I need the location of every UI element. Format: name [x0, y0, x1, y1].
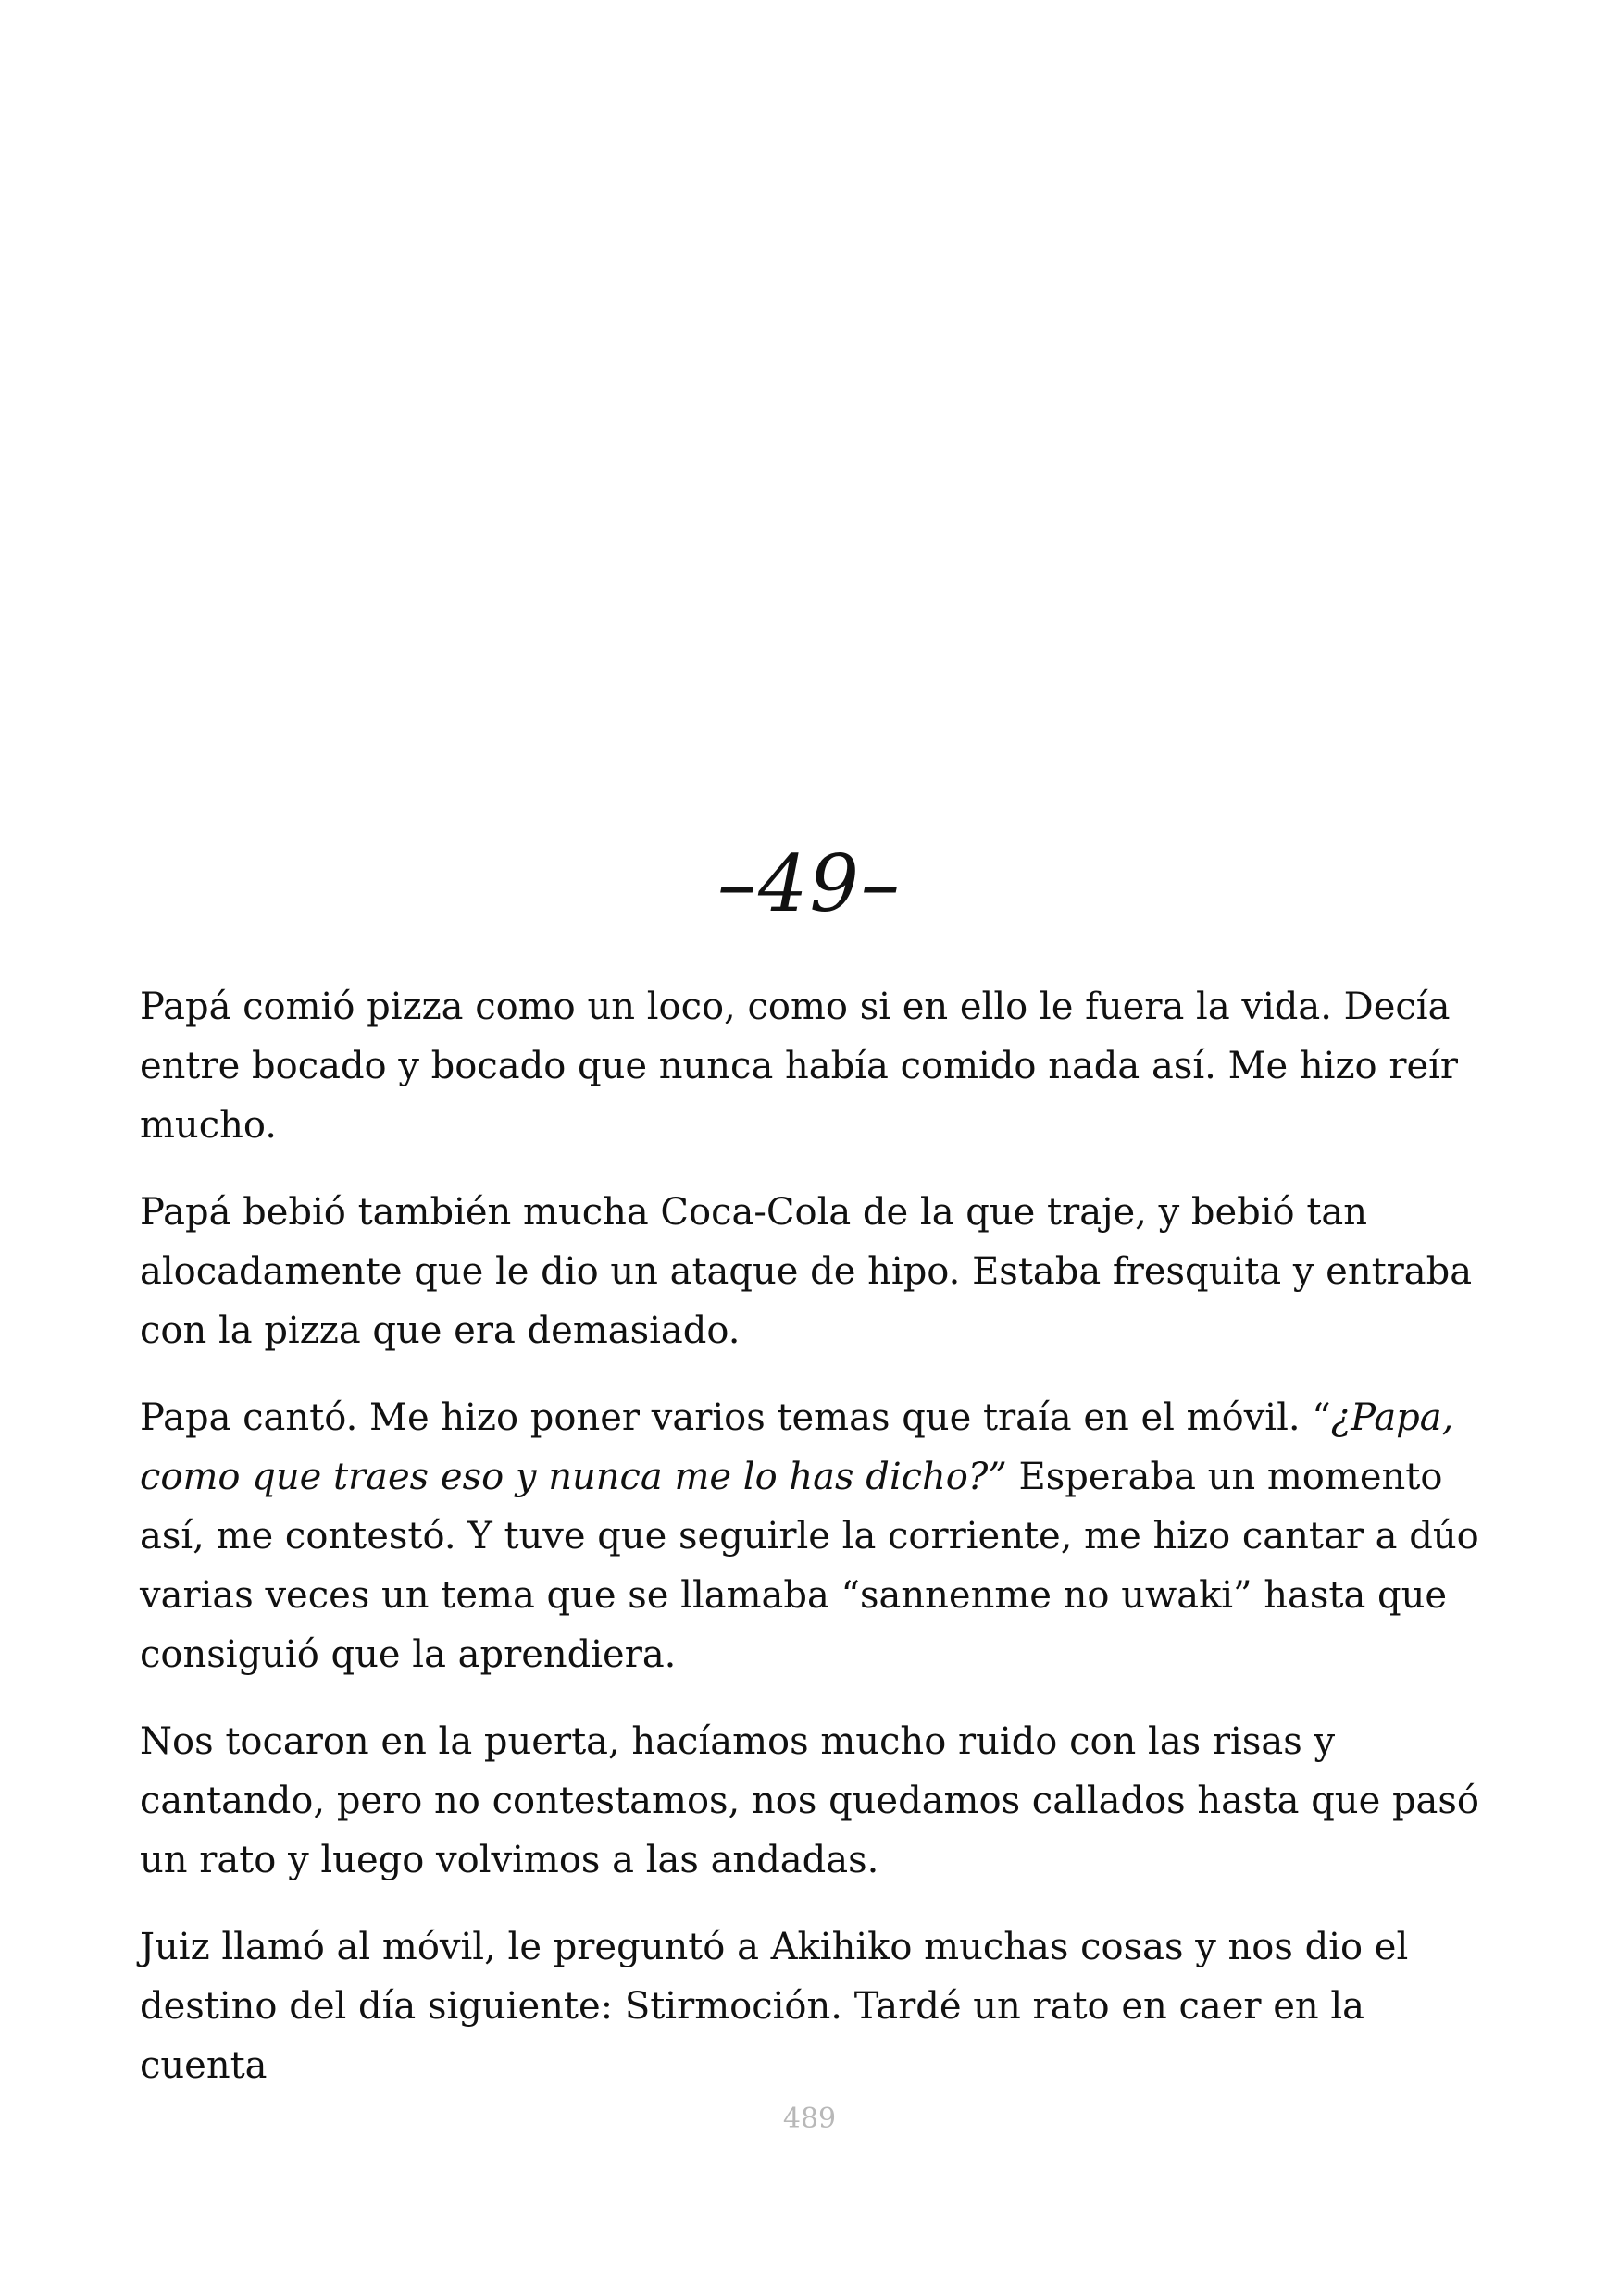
- chapter-body: [140, 977, 1501, 2123]
- paragraph-3-rest: Esperaba un momento así, me contestó. Y tuve que seguirle la corriente, me hizo cantar a dúo varias veces un tema que se llamaba “sannenme no uwaki” hasta que consiguió que la aprendiera.: [140, 1456, 1479, 1676]
- paragraph-1: Papá comió pizza como un loco, como si en ello le fuera la vida. Decía entre bocado y bocado que nunca había comido nada así. Me hizo reír mucho.: [140, 986, 1459, 1147]
- paragraph-4: Nos tocaron en la puerta, hacíamos mucho ruido con las risas y cantando, pero no contestamos, nos quedamos callados hasta que pasó un rato y luego volvimos a las andadas.: [140, 1720, 1480, 1881]
- paragraph-2: Papá bebió también mucha Coca-Cola de la que traje, y bebió tan alocadamente que le dio un ataque de hipo. Estaba fresquita y entraba con la pizza que era demasiado.: [140, 1191, 1473, 1352]
- paragraph-3: [140, 1388, 1501, 1684]
- paragraph-3-quote: ¿Papa, como que traes eso y nunca me lo has dicho?”: [140, 1396, 1454, 1498]
- chapter-title: –49–: [717, 838, 902, 929]
- paragraph-5: Juiz llamó al móvil, le preguntó a Akihiko muchas cosas y nos dio el destino del día siguiente: Stirmoción. Tardé un rato en caer en la cuenta: [140, 1926, 1409, 2087]
- paragraph-3-intro: Papa cantó. Me hizo poner varios temas que traía en el móvil. “: [140, 1396, 1331, 1439]
- page-number: 489: [782, 2103, 837, 2135]
